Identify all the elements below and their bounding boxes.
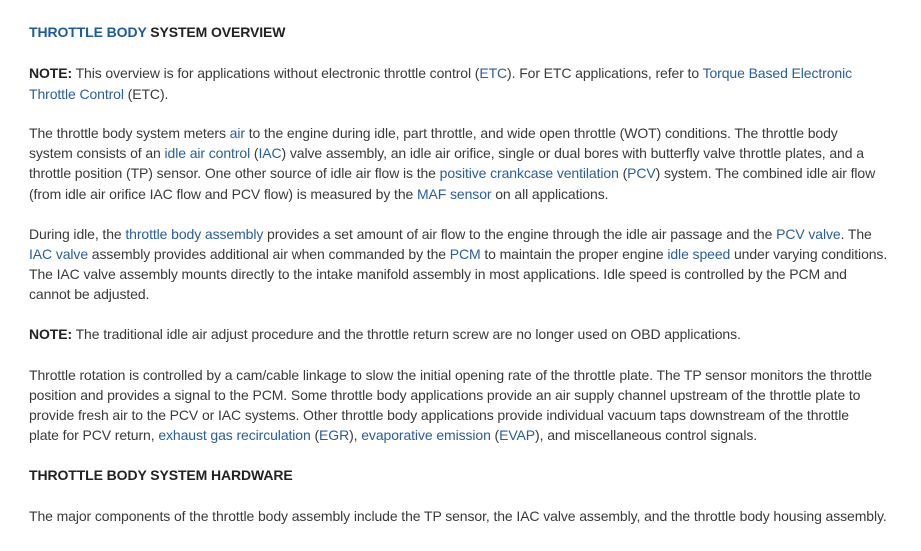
note-text: This overview is for applications without electronic throttle control ( (72, 65, 480, 81)
para-text: ) valve assembly, an idle air orifice, single or dual bores with butterfly valve throttle plates, and a (281, 145, 864, 161)
egr-full-link[interactable]: exhaust gas recirculation (158, 427, 311, 443)
para-text: assembly provides additional air when commanded by the (88, 246, 450, 262)
para-text: The throttle body system meters (29, 125, 230, 141)
para3-line-4 (29, 425, 757, 445)
idle-speed-link[interactable]: idle speed (667, 246, 731, 262)
torque-based-etc-link[interactable]: Throttle Control (29, 86, 124, 102)
para1-line-3 (29, 163, 875, 183)
section-heading-hardware: THROTTLE BODY SYSTEM HARDWARE (29, 467, 293, 483)
para-text: ( (618, 165, 628, 181)
iac-valve-link[interactable]: IAC valve (29, 246, 89, 262)
para-text: ( (250, 145, 259, 161)
evap-full-link[interactable]: evaporative emission (361, 427, 491, 443)
para-text: under varying conditions. (730, 246, 888, 262)
para-text: on all applications. (491, 186, 609, 202)
maf-sensor-link[interactable]: MAF sensor (416, 186, 492, 202)
heading-text: SYSTEM OVERVIEW (146, 24, 286, 40)
throttle-body-assembly-link[interactable]: throttle body assembly (125, 226, 264, 242)
egr-link[interactable]: EGR (319, 427, 350, 443)
pcv-valve-link[interactable]: PCV valve (776, 226, 841, 242)
para-text: . The (840, 226, 872, 242)
iac-link[interactable]: IAC (258, 145, 282, 161)
para-text: During idle, the (29, 226, 126, 242)
para1-line-4 (29, 184, 608, 204)
note-text: ). For ETC applications, refer to (507, 65, 703, 81)
para3-line-2: position and provides a signal to the PCM. Some throttle body applications provide an air supply channel upstream of the throttle plate to (29, 387, 861, 403)
para1-line-1 (29, 123, 838, 143)
etc-link[interactable]: ETC (479, 65, 508, 81)
torque-based-etc-link[interactable]: Torque Based Electronic (702, 65, 853, 81)
para-text: throttle position (TP) sensor. One other source of idle air flow is the (29, 165, 440, 181)
evap-link[interactable]: EVAP (499, 427, 536, 443)
air-link[interactable]: air (229, 125, 245, 141)
para2-line-4: cannot be adjusted. (29, 286, 150, 302)
para-text: to maintain the proper engine (480, 246, 668, 262)
note-line-2 (29, 84, 168, 104)
para-text: ), and miscellaneous control signals. (535, 427, 758, 443)
para2-line-2 (29, 244, 887, 264)
para-text: plate for PCV return, (29, 427, 159, 443)
para3-line-3: provide fresh air to the PCV or IAC systems. Other throttle body applications provide individual vacuum taps downstream of the throttle (29, 407, 849, 423)
para-text: ), (349, 427, 362, 443)
note-text: (ETC). (123, 86, 169, 102)
para-text: to the engine during idle, part throttle, and wide open throttle (WOT) conditions. The throttle body (244, 125, 838, 141)
para3-line-1: Throttle rotation is controlled by a cam/cable linkage to slow the initial opening rate of the throttle plate. The TP sensor monitors the throttle (29, 367, 872, 383)
para-text: ( (310, 427, 320, 443)
note-text: The traditional idle air adjust procedure and the throttle return screw are no longer used on OBD applications. (72, 326, 741, 342)
para-text: provides a set amount of air flow to the engine through the idle air passage and the (263, 226, 777, 242)
para-text: ( (490, 427, 500, 443)
pcv-full-link[interactable]: positive crankcase ventilation (439, 165, 619, 181)
note-label: NOTE: (29, 326, 73, 342)
note-2 (29, 324, 741, 344)
para2-line-1 (29, 224, 872, 244)
pcv-link[interactable]: PCV (627, 165, 656, 181)
throttle-body-link[interactable]: THROTTLE BODY (29, 24, 147, 40)
para-text: ) system. The combined idle air flow (655, 165, 876, 181)
note-line-1 (29, 63, 852, 83)
para4-line-1: The major components of the throttle body assembly include the TP sensor, the IAC valve assembly, and the throttle body housing assembly. (29, 508, 887, 524)
pcm-link[interactable]: PCM (449, 246, 481, 262)
para-text: system consists of an (29, 145, 165, 161)
para1-line-2 (29, 143, 864, 163)
para-text: (from idle air orifice IAC flow and PCV flow) is measured by the (29, 186, 417, 202)
idle-air-control-link[interactable]: idle air control (164, 145, 251, 161)
section-heading-overview (29, 22, 285, 42)
para2-line-3: The IAC valve assembly mounts directly to the intake manifold assembly in most applications. Idle speed is controlled by the PCM and (29, 266, 847, 282)
note-label: NOTE: (29, 65, 73, 81)
